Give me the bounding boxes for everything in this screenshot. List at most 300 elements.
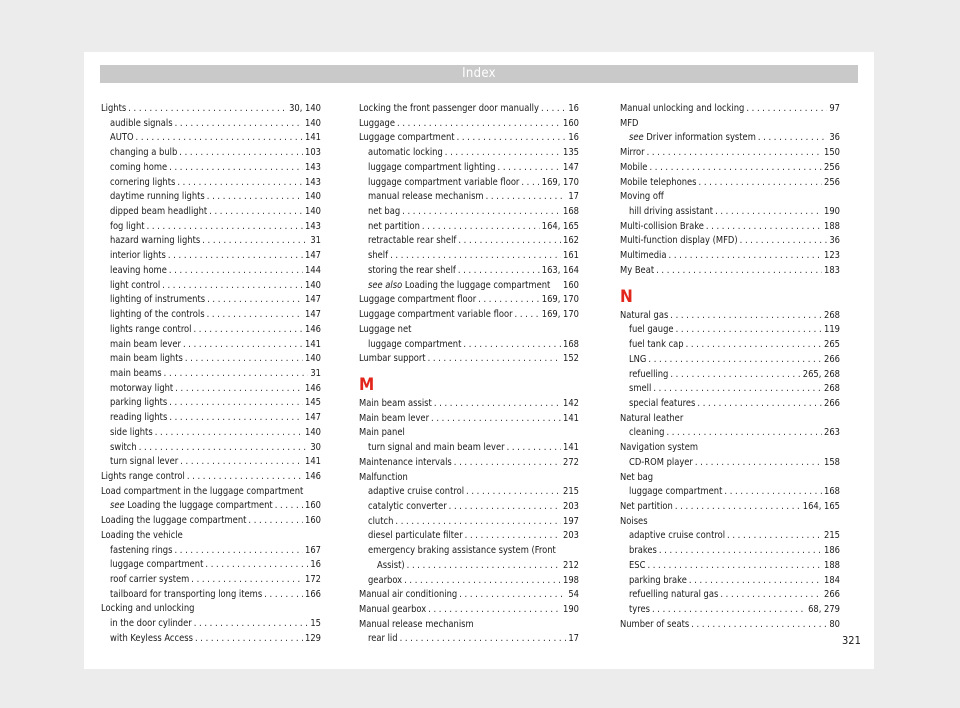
index-subentry <box>620 382 840 397</box>
index-subentry <box>101 338 321 353</box>
page-reference: 265, 268 <box>802 368 840 380</box>
entry-term: adaptive cruise control <box>368 486 465 498</box>
page-reference: 188 <box>824 559 840 571</box>
index-entry <box>359 603 579 618</box>
dot-leader <box>264 588 303 603</box>
dot-leader <box>463 338 561 353</box>
dot-leader <box>466 485 561 500</box>
index-entry <box>101 102 321 117</box>
index-subentry <box>359 485 579 500</box>
page-reference: 169, 170 <box>541 294 579 306</box>
index-subentry <box>101 352 321 367</box>
dot-leader <box>180 455 303 470</box>
entry-term: tyres <box>629 604 650 615</box>
page-reference: 215 <box>563 486 579 498</box>
entry-term: Manual unlocking and locking <box>620 103 745 114</box>
dot-leader <box>169 411 303 426</box>
dot-leader <box>454 456 561 471</box>
dot-leader <box>128 102 287 117</box>
page-reference: 140 <box>305 353 321 365</box>
dot-leader <box>746 102 827 117</box>
entry-term: switch <box>110 441 137 453</box>
index-subentry <box>359 632 579 647</box>
entry-term: Lumbar support <box>359 353 426 365</box>
entry-term: cornering lights <box>110 176 176 188</box>
page-reference: 17 <box>568 191 579 203</box>
dot-leader <box>404 574 561 589</box>
index-entry <box>359 131 579 146</box>
index-subentry <box>101 117 321 132</box>
index-heading: Main panel <box>359 427 405 439</box>
dot-leader <box>187 470 303 485</box>
index-entry <box>620 220 840 235</box>
page-reference: 119 <box>824 324 840 336</box>
entry-term: Loading the luggage compartment <box>101 515 247 527</box>
dot-leader <box>209 205 303 220</box>
entry-term: dipped beam headlight <box>110 206 208 218</box>
page-reference: 31 <box>310 367 321 379</box>
index-heading: Luggage net <box>359 323 412 335</box>
page-reference: 30, 140 <box>289 103 321 114</box>
page-reference: 17 <box>568 633 579 645</box>
dot-leader <box>183 338 303 353</box>
dot-leader <box>169 264 303 279</box>
page-reference: 129 <box>305 632 321 644</box>
dot-leader <box>400 632 567 647</box>
page-reference: 140 <box>305 191 321 203</box>
entry-term: storing the rear shelf <box>368 264 456 276</box>
index-subentry <box>101 205 321 220</box>
dot-leader <box>168 249 303 264</box>
page-reference: 143 <box>305 176 321 188</box>
index-heading: Moving off <box>620 191 664 203</box>
index-subentry <box>101 264 321 279</box>
index-subentry <box>359 146 579 161</box>
page-reference: 203 <box>563 500 579 512</box>
entry-term: Manual air conditioning <box>359 589 458 601</box>
page-reference: 141 <box>305 338 321 350</box>
index-entry <box>620 176 840 191</box>
entry-term: Lights <box>101 103 127 114</box>
index-subentry <box>101 396 321 411</box>
index-entry <box>620 500 840 515</box>
page-reference: 147 <box>563 161 579 173</box>
page-reference: 160 <box>563 117 579 129</box>
dot-leader <box>185 352 303 367</box>
page-reference: 160 <box>563 279 579 291</box>
index-entry <box>620 618 840 633</box>
dot-leader <box>179 146 303 161</box>
entry-term: Luggage compartment floor <box>359 294 477 306</box>
entry-term: light control <box>110 279 161 291</box>
index-entry <box>620 234 840 249</box>
entry-term: automatic locking <box>368 147 443 159</box>
dot-leader <box>458 264 540 279</box>
page-reference: 36 <box>829 235 840 247</box>
see-reference: see <box>629 132 644 144</box>
entry-term: AUTO <box>110 132 134 144</box>
dot-leader <box>676 323 822 338</box>
dot-leader <box>402 205 561 220</box>
page-reference: 141 <box>563 412 579 424</box>
entry-term: smell <box>629 383 652 395</box>
index-heading: Malfunction <box>359 471 408 483</box>
page-reference: 164, 165 <box>541 220 579 232</box>
index-entry <box>359 117 579 132</box>
page-reference: 168 <box>824 486 840 498</box>
index-subentry <box>359 161 579 176</box>
entry-term: in the door cylinder <box>110 618 192 630</box>
index-column-2 <box>359 102 579 647</box>
entry-term: net partition <box>368 220 420 232</box>
dot-leader <box>395 515 561 530</box>
dot-leader <box>275 499 303 514</box>
entry-term: ESC <box>629 559 646 571</box>
index-subentry <box>620 485 840 500</box>
dot-leader <box>758 131 828 146</box>
index-entry <box>359 588 579 603</box>
page-reference: 167 <box>305 544 321 556</box>
index-entry <box>359 293 579 308</box>
dot-leader <box>498 161 562 176</box>
index-subentry <box>101 573 321 588</box>
dot-leader <box>164 367 309 382</box>
page-reference: 164, 165 <box>802 500 840 512</box>
index-heading: Loading the vehicle <box>101 529 183 541</box>
index-subentry <box>101 249 321 264</box>
index-heading: Noises <box>620 515 648 527</box>
index-subentry <box>359 500 579 515</box>
index-subentry <box>101 632 321 647</box>
page-reference: 140 <box>305 206 321 218</box>
index-subentry <box>101 279 321 294</box>
dot-leader <box>691 618 827 633</box>
index-subentry <box>359 529 579 544</box>
entry-term: luggage compartment lighting <box>368 161 496 173</box>
index-entry <box>620 146 840 161</box>
index-subentry <box>620 397 840 412</box>
dot-leader <box>458 234 561 249</box>
index-heading: Navigation system <box>620 442 699 454</box>
dot-leader <box>434 397 561 412</box>
entry-term: Luggage <box>359 117 396 129</box>
entry-term: LNG <box>629 353 647 365</box>
entry-term: reading lights <box>110 412 168 424</box>
dot-leader <box>507 441 561 456</box>
dot-leader <box>422 220 540 235</box>
dot-leader <box>695 456 822 471</box>
entry-term: Natural gas <box>620 309 669 321</box>
page-reference: 80 <box>829 618 840 630</box>
entry-term: net bag <box>368 206 401 218</box>
page-reference: 135 <box>563 147 579 159</box>
index-subentry <box>101 588 321 603</box>
page-number: 321 <box>842 634 861 647</box>
index-subentry <box>101 558 321 573</box>
dot-leader <box>449 500 561 515</box>
page-reference: 141 <box>563 442 579 454</box>
entry-term: diesel particulate filter <box>368 530 463 542</box>
entry-term: catalytic converter <box>368 500 447 512</box>
entry-term: Main beam assist <box>359 397 432 409</box>
entry-term: rear lid <box>368 633 398 645</box>
page-reference: 268 <box>824 309 840 321</box>
index-subentry <box>359 234 579 249</box>
entry-term: daytime running lights <box>110 191 205 203</box>
entry-term: leaving home <box>110 264 167 276</box>
dot-leader <box>653 382 822 397</box>
index-subentry <box>101 220 321 235</box>
index-subentry <box>101 499 321 514</box>
page-reference: 266 <box>824 353 840 365</box>
dot-leader <box>174 544 303 559</box>
dot-leader <box>699 176 822 191</box>
page-reference: 15 <box>310 618 321 630</box>
entry-term: My Beat <box>620 264 655 276</box>
page-reference: 140 <box>305 426 321 438</box>
dot-leader <box>689 574 822 589</box>
entry-term: Locking the front passenger door manually <box>359 103 539 114</box>
entry-term: audible signals <box>110 117 173 129</box>
index-subentry <box>101 617 321 632</box>
index-subentry <box>101 146 321 161</box>
dot-leader <box>486 190 567 205</box>
index-subentry <box>359 338 579 353</box>
index-subentry <box>101 544 321 559</box>
index-subentry <box>359 176 579 191</box>
entry-term: fog light <box>110 220 145 232</box>
index-entry <box>359 397 579 412</box>
entry-term: interior lights <box>110 250 166 262</box>
page-reference: 103 <box>305 147 321 159</box>
entry-term: Multimedia <box>620 250 667 262</box>
dot-leader <box>647 146 822 161</box>
dot-leader <box>207 293 303 308</box>
page-reference: 163, 164 <box>541 264 579 276</box>
index-subentry <box>620 323 840 338</box>
entry-term: refuelling natural gas <box>629 589 719 601</box>
page-reference: 265 <box>824 339 840 351</box>
entry-term: Manual gearbox <box>359 604 427 615</box>
entry-term: Mirror <box>620 147 645 159</box>
page-reference: 147 <box>305 309 321 321</box>
index-subentry <box>620 353 840 368</box>
page-reference: 123 <box>824 250 840 262</box>
entry-term: Assist) <box>377 559 405 571</box>
entry-term: lights range control <box>110 323 192 335</box>
index-subentry <box>620 368 840 383</box>
dot-leader <box>521 176 539 191</box>
page-reference: 140 <box>305 279 321 291</box>
index-subentry <box>359 205 579 220</box>
index-subentry <box>620 559 840 574</box>
dot-leader <box>715 205 822 220</box>
entry-term: turn signal and main beam lever <box>368 442 505 454</box>
index-subentry <box>101 382 321 397</box>
dot-leader <box>162 279 303 294</box>
dot-leader <box>648 353 822 368</box>
page-reference: 266 <box>824 589 840 601</box>
entry-term-text: Loading the luggage compartment <box>404 279 551 291</box>
page-reference: 168 <box>563 338 579 350</box>
page-reference: 142 <box>563 397 579 409</box>
index-subentry <box>359 190 579 205</box>
entry-term: fuel gauge <box>629 324 674 336</box>
entry-term: special features <box>629 397 696 409</box>
dot-leader <box>147 220 303 235</box>
page-reference: 263 <box>824 427 840 439</box>
index-subentry <box>101 323 321 338</box>
page-reference: 256 <box>824 161 840 173</box>
index-subentry <box>620 603 840 618</box>
page-reference: 146 <box>305 323 321 335</box>
dot-leader <box>686 338 822 353</box>
index-subentry <box>101 367 321 382</box>
index-entry <box>359 102 579 117</box>
index-subentry <box>620 205 840 220</box>
dot-leader <box>248 514 303 529</box>
index-entry <box>620 309 840 324</box>
dot-leader <box>649 161 822 176</box>
dot-leader <box>666 426 822 441</box>
page-reference: 150 <box>824 147 840 159</box>
dot-leader <box>177 176 303 191</box>
entry-term: main beams <box>110 367 162 379</box>
index-subentry <box>620 588 840 603</box>
dot-leader <box>478 293 540 308</box>
page-reference: 30 <box>310 441 321 453</box>
dot-leader <box>397 117 561 132</box>
dot-leader <box>194 617 309 632</box>
page-reference: 212 <box>563 559 579 571</box>
page-reference: 169, 170 <box>541 309 579 321</box>
entry-term: roof carrier system <box>110 574 190 585</box>
page-reference: 143 <box>305 161 321 173</box>
dot-leader <box>175 117 303 132</box>
dot-leader <box>169 161 303 176</box>
entry-term: luggage compartment <box>368 338 462 350</box>
index-entry <box>620 161 840 176</box>
index-column-1 <box>101 102 321 647</box>
index-heading: Locking and unlocking <box>101 603 195 615</box>
dot-leader <box>670 309 822 324</box>
dot-leader <box>390 249 561 264</box>
page-reference: 146 <box>305 470 321 482</box>
page-reference: 158 <box>824 456 840 468</box>
dot-leader <box>175 382 303 397</box>
entry-term: gearbox <box>368 574 403 586</box>
page-reference: 268 <box>824 383 840 395</box>
dot-leader <box>205 558 308 573</box>
entry-term: manual release mechanism <box>368 191 484 203</box>
index-subentry <box>101 131 321 146</box>
index-subentry <box>620 426 840 441</box>
see-reference: see <box>110 500 125 512</box>
index-entry <box>620 249 840 264</box>
entry-term: parking lights <box>110 397 168 409</box>
dot-leader <box>407 559 561 574</box>
entry-term: luggage compartment <box>629 486 723 498</box>
entry-term: shelf <box>368 250 389 262</box>
page-reference: 147 <box>305 294 321 306</box>
page-reference: 16 <box>310 559 321 571</box>
entry-term: refuelling <box>629 368 669 380</box>
page-reference: 145 <box>305 397 321 409</box>
page-reference: 215 <box>824 530 840 542</box>
index-section-letter: N <box>620 286 633 307</box>
dot-leader <box>202 234 308 249</box>
page-reference: 68, 279 <box>808 604 840 615</box>
entry-term: fuel tank cap <box>629 339 684 351</box>
page-header: Index <box>100 65 858 83</box>
dot-leader <box>459 588 566 603</box>
entry-term: Net partition <box>620 500 673 512</box>
page-reference: 188 <box>824 220 840 232</box>
entry-term: parking brake <box>629 574 687 586</box>
index-subentry <box>359 279 579 294</box>
dot-leader <box>191 573 303 588</box>
page-reference: 160 <box>305 500 321 512</box>
index-subentry <box>101 176 321 191</box>
page-reference: 140 <box>305 117 321 129</box>
index-subentry <box>101 441 321 456</box>
index-subentry <box>620 456 840 471</box>
dot-leader <box>207 190 303 205</box>
page-reference: 266 <box>824 397 840 409</box>
page-reference: 160 <box>305 515 321 527</box>
page-reference: 143 <box>305 220 321 232</box>
dot-leader <box>428 352 561 367</box>
page-reference: 31 <box>310 235 321 247</box>
entry-term: hill driving assistant <box>629 206 714 218</box>
index-subentry <box>359 574 579 589</box>
entry-term: main beam lever <box>110 338 181 350</box>
index-subentry <box>359 559 579 574</box>
entry-term: Mobile telephones <box>620 176 697 188</box>
page-reference: 184 <box>824 574 840 586</box>
index-entry <box>620 102 840 117</box>
see-reference: see also <box>368 279 403 291</box>
dot-leader <box>139 441 309 456</box>
index-heading: Manual release mechanism <box>359 618 474 630</box>
page-reference: 197 <box>563 515 579 527</box>
dot-leader <box>727 529 822 544</box>
index-subentry <box>359 441 579 456</box>
entry-term: Number of seats <box>620 618 690 630</box>
page-reference: 16 <box>568 132 579 144</box>
dot-leader <box>207 308 303 323</box>
index-subentry <box>101 161 321 176</box>
index-subentry <box>101 308 321 323</box>
page-reference: 147 <box>305 412 321 424</box>
index-entry <box>620 264 840 279</box>
entry-term: Multi-function display (MFD) <box>620 235 738 247</box>
dot-leader <box>428 603 561 618</box>
index-entry <box>359 308 579 323</box>
entry-term: hazard warning lights <box>110 235 201 247</box>
index-subentry <box>620 338 840 353</box>
page-reference: 272 <box>563 456 579 468</box>
entry-term: Maintenance intervals <box>359 456 452 468</box>
dot-leader <box>194 323 304 338</box>
page-reference: 152 <box>563 353 579 365</box>
entry-term: retractable rear shelf <box>368 235 457 247</box>
entry-term: lighting of instruments <box>110 294 206 306</box>
index-subentry <box>101 411 321 426</box>
page-reference: 36 <box>829 132 840 144</box>
page-reference: 203 <box>563 530 579 542</box>
dot-leader <box>656 264 822 279</box>
